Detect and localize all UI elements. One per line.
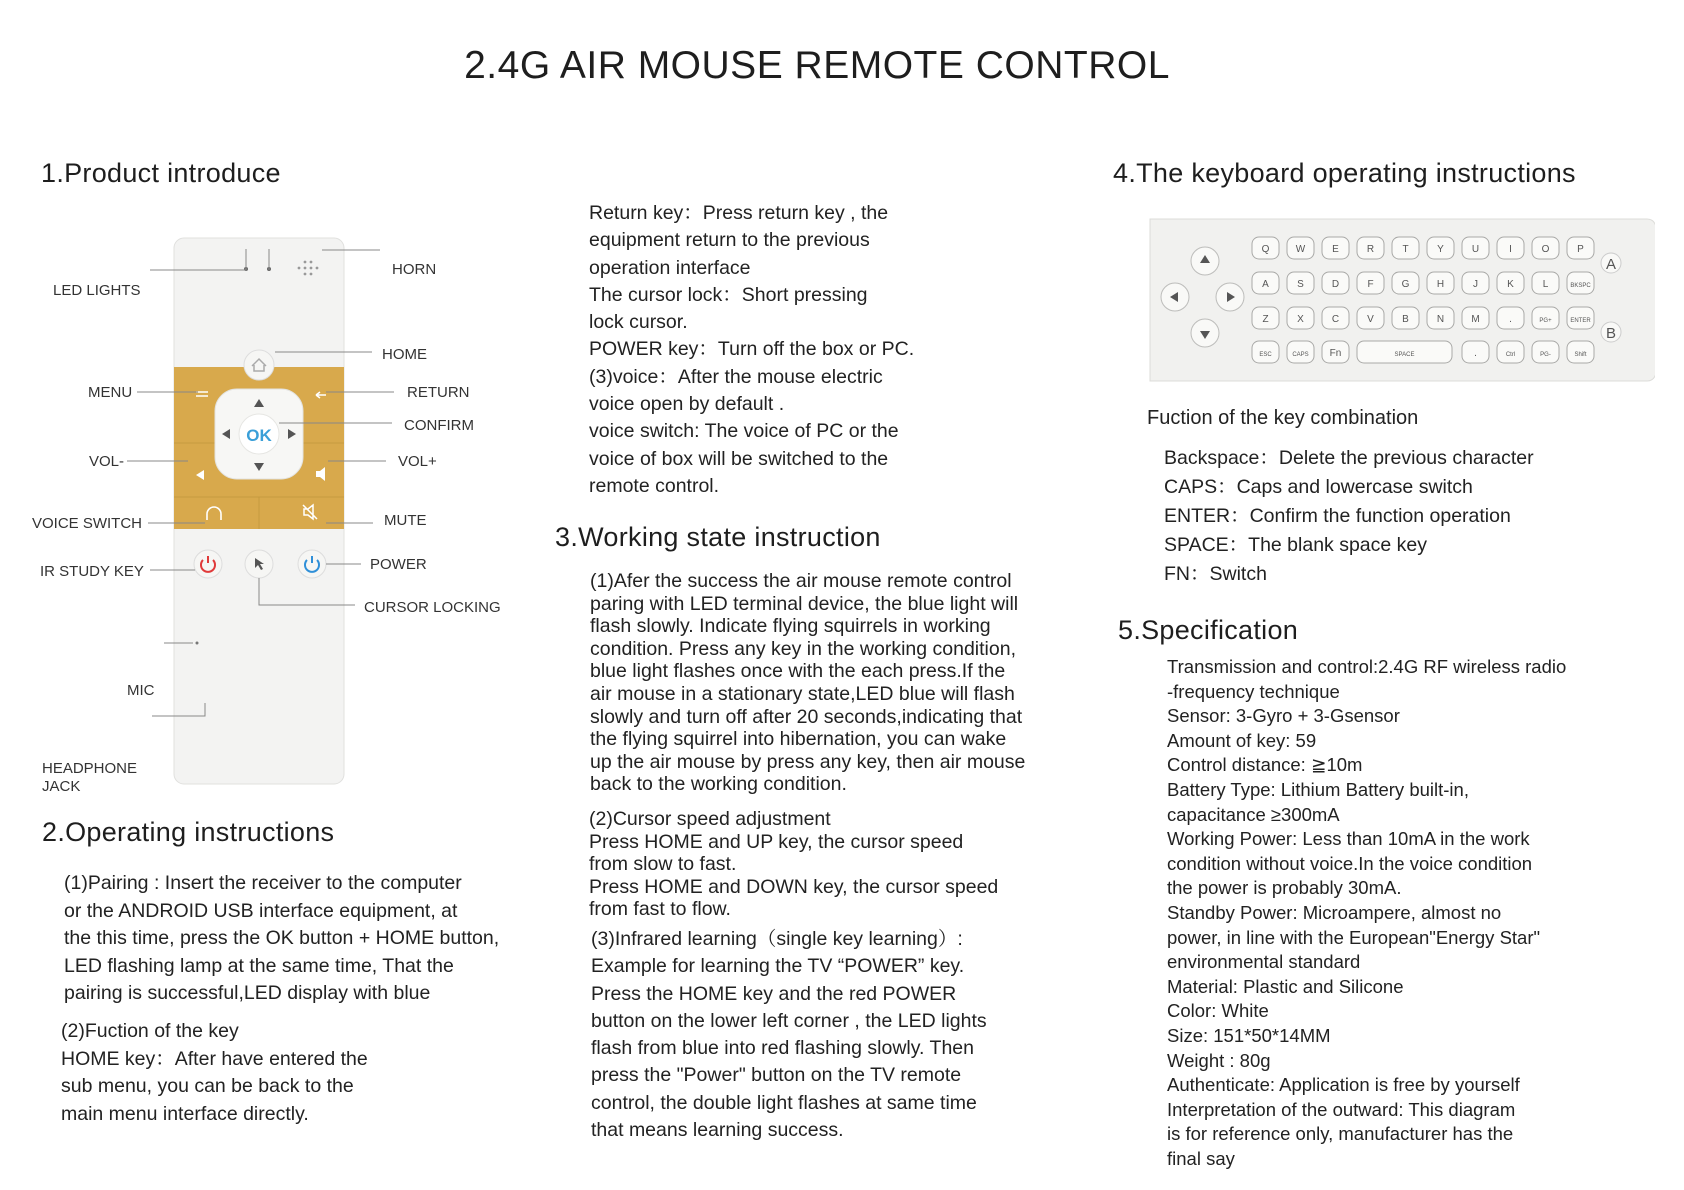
text-line: from slow to fast. — [589, 853, 737, 876]
keyboard-key-label: . — [1509, 314, 1512, 325]
keyboard-key-label: M — [1471, 314, 1480, 325]
spec-line: power, in line with the European"Energy Star" — [1167, 926, 1541, 948]
keyboard-key-label: Shift — [1574, 352, 1587, 358]
keyboard-key-label: J — [1473, 279, 1478, 290]
text-line: paring with LED terminal device, the blue light will — [590, 592, 1019, 615]
label-confirm: CONFIRM — [404, 417, 474, 434]
keyboard-key-label: F — [1367, 279, 1374, 290]
text-line: (3)voice：After the mouse electric — [589, 365, 883, 388]
spec-heading: 5.Specification — [1118, 615, 1299, 645]
keyboard-key-label: SPACE — [1394, 352, 1415, 358]
spec-line: Transmission and control:2.4G RF wireless radio — [1167, 656, 1567, 677]
label-ir-study-key: IR STUDY KEY — [40, 563, 144, 580]
text-line: button on the lower left corner , the LED lights — [591, 1009, 987, 1032]
label-cursor-locking: CURSOR LOCKING — [364, 599, 501, 616]
label-headphone: HEADPHONE — [42, 760, 138, 777]
text-line: that means learning success. — [591, 1119, 844, 1142]
spec-line: capacitance ≥300mA — [1167, 803, 1340, 825]
keyboard-key-label: PG+ — [1539, 318, 1552, 324]
text-line: from fast to flow. — [589, 898, 731, 921]
spec-line: Size: 151*50*14MM — [1167, 1024, 1331, 1046]
spec-line: Authenticate: Application is free by yourself — [1167, 1074, 1520, 1096]
combo-item: SPACE：The blank space key — [1164, 534, 1428, 556]
side-a-label: A — [1605, 256, 1617, 273]
keyboard-key-label: K — [1507, 279, 1514, 290]
text-line: the this time, press the OK button + HOME button, — [64, 927, 500, 949]
keyboard-key-label: P — [1577, 244, 1584, 255]
pairing-paragraph — [64, 870, 499, 1008]
text-line: POWER key：Turn off the box or PC. — [589, 338, 915, 361]
combo-title: Fuction of the key combination — [1147, 407, 1419, 429]
keyboard-heading: 4.The keyboard operating instructions — [1113, 158, 1576, 188]
keyboard-key-label: U — [1471, 244, 1480, 255]
keyboard-key-label: X — [1297, 314, 1304, 325]
keyboard-key-label: ENTER — [1570, 318, 1591, 324]
text-line: (1)Afer the success the air mouse remote control — [590, 570, 1012, 592]
spec-line: condition without voice.In the voice condition — [1167, 852, 1533, 874]
text-line: blue light flashes once with the each press.If the — [590, 660, 1006, 683]
text-line: control, the double light flashes at same time — [591, 1091, 977, 1114]
label-vol-minus: VOL- — [89, 453, 125, 470]
combo-list — [1164, 444, 1534, 589]
text-line: flash slowly. Indicate flying squirrels in working — [590, 615, 991, 638]
spec-line: Working Power: Less than 10mA in the work — [1167, 828, 1530, 850]
spec-line: Color: White — [1167, 1000, 1269, 1022]
spec-line: Material: Plastic and Silicone — [1167, 975, 1404, 997]
spec-line: Sensor: 3-Gyro + 3-Gsensor — [1167, 705, 1400, 727]
label-voice-switch: VOICE SWITCH — [32, 515, 143, 532]
label-home: HOME — [382, 346, 427, 363]
text-line: slowly and turn off after 20 seconds,indicating that — [590, 705, 1023, 728]
keyboard-key-label: W — [1295, 244, 1306, 255]
spec-list — [1167, 655, 1566, 1171]
text-line: flash from blue into red flashing slowly. Then — [591, 1037, 974, 1060]
spec-line: Interpretation of the outward: This diagram — [1167, 1098, 1516, 1120]
text-line: equipment return to the previous — [589, 229, 870, 252]
keyboard-key-label: R — [1366, 244, 1375, 255]
keyboard-key-label: Z — [1262, 314, 1269, 325]
keyboard-key-label: BKSPC — [1570, 283, 1591, 289]
text-line: Example for learning the TV “POWER” key. — [591, 955, 965, 978]
spec-line: Control distance: ≧10m — [1167, 754, 1363, 776]
label-mic: MIC — [127, 682, 155, 699]
text-line: Press HOME and UP key, the cursor speed — [589, 830, 964, 853]
combo-item: ENTER：Confirm the function operation — [1164, 505, 1511, 527]
combo-item: CAPS：Caps and lowercase switch — [1164, 476, 1473, 498]
text-line: (2)Fuction of the key — [61, 1020, 239, 1042]
spec-line: final say — [1167, 1147, 1235, 1169]
combo-item: Backspace：Delete the previous character — [1164, 447, 1534, 469]
keyboard-key-label: E — [1332, 244, 1339, 255]
text-line: or the ANDROID USB interface equipment, at — [64, 899, 458, 922]
text-line: remote control. — [589, 474, 720, 497]
keyboard-key-label: S — [1297, 279, 1304, 290]
working-heading: 3.Working state instruction — [555, 522, 881, 552]
spec-line: is for reference only, manufacturer has the — [1167, 1123, 1514, 1145]
text-line: press the "Power" button on the TV remote — [591, 1064, 962, 1087]
text-line: voice of box will be switched to the — [589, 447, 889, 470]
spec-line: Weight : 80g — [1167, 1049, 1271, 1071]
text-line: LED flashing lamp at the same time, That the — [64, 954, 454, 977]
spec-line: the power is probably 30mA. — [1167, 877, 1402, 899]
keyboard-key-label: T — [1402, 244, 1409, 255]
ir-study-button[interactable] — [194, 550, 222, 578]
text-line: sub menu, you can be back to the — [61, 1075, 354, 1097]
ok-label: OK — [246, 426, 272, 445]
keyboard-key-label: . — [1474, 348, 1477, 359]
keyboard-key-label: L — [1542, 279, 1549, 290]
spec-line: Standby Power: Microampere, almost no — [1167, 901, 1502, 923]
label-led-lights: LED LIGHTS — [53, 282, 141, 299]
keys-continued — [589, 200, 914, 500]
label-mute: MUTE — [384, 512, 427, 529]
keyboard-key-label: V — [1367, 314, 1374, 325]
home-button[interactable] — [244, 350, 274, 380]
text-line: Return key：Press return key , the — [589, 202, 889, 224]
keyboard-key-label: Fn — [1329, 348, 1342, 359]
label-return: RETURN — [407, 384, 470, 401]
product-heading: 1.Product introduce — [41, 158, 281, 188]
text-line: back to the working condition. — [590, 773, 847, 796]
keyboard-key-label: B — [1402, 314, 1409, 325]
text-line: HOME key：After have entered the — [61, 1047, 368, 1070]
keyboard-key-label: Q — [1261, 244, 1270, 255]
label-horn: HORN — [392, 261, 437, 278]
text-line: operation interface — [589, 256, 751, 279]
text-line: voice switch: The voice of PC or the — [589, 420, 899, 443]
keyboard-key-label: O — [1541, 244, 1550, 255]
text-line: Press HOME and DOWN key, the cursor speed — [589, 875, 999, 898]
text-line: voice open by default . — [589, 393, 785, 416]
keyboard-key-label: D — [1331, 279, 1340, 290]
label-power: POWER — [370, 556, 427, 573]
text-line: the flying squirrel into hibernation, you can wake — [590, 728, 1007, 751]
keyboard-key-label: N — [1436, 314, 1445, 325]
power-button[interactable] — [298, 550, 326, 578]
keyboard-key-label: G — [1401, 279, 1410, 290]
spec-line: environmental standard — [1167, 951, 1361, 973]
spec-line: Amount of key: 59 — [1167, 729, 1317, 751]
label-jack: JACK — [42, 778, 81, 795]
text-line: pairing is successful,LED display with blue — [64, 982, 431, 1004]
text-line: (3)Infrared learning（single key learning）: — [591, 928, 963, 950]
cursor-speed-paragraph — [589, 808, 998, 921]
keyboard-key-label: CAPS — [1292, 352, 1309, 358]
keyboard-key-label: C — [1331, 314, 1340, 325]
text-line: The cursor lock：Short pressing — [589, 283, 868, 306]
text-line: main menu interface directly. — [61, 1102, 309, 1125]
keyboard-key-label: H — [1436, 279, 1445, 290]
label-vol-plus: VOL+ — [398, 453, 437, 470]
page-title: 2.4G AIR MOUSE REMOTE CONTROL — [464, 44, 1170, 87]
infrared-paragraph — [591, 926, 987, 1144]
combo-item: FN：Switch — [1164, 563, 1267, 585]
keyboard-key-label: A — [1262, 279, 1269, 290]
keyboard-key-label: PG- — [1540, 352, 1551, 358]
keyboard-key-label: ESC — [1259, 352, 1272, 358]
text-line: air mouse in a stationary state,LED blue will flash — [590, 682, 1015, 705]
spec-line: Battery Type: Lithium Battery built-in, — [1167, 778, 1469, 800]
keyboard-key-label: Ctrl — [1505, 352, 1516, 358]
spec-line: -frequency technique — [1167, 680, 1340, 702]
operating-heading: 2.Operating instructions — [42, 817, 335, 847]
key-function-paragraph — [61, 1018, 368, 1128]
text-line: up the air mouse by press any key, then air mouse — [590, 750, 1026, 773]
working-paragraph — [590, 570, 1025, 796]
text-line: Press the HOME key and the red POWER — [591, 982, 957, 1005]
text-line: lock cursor. — [589, 311, 688, 334]
keyboard-key-label: I — [1509, 244, 1512, 255]
mic-hole — [196, 642, 199, 645]
text-line: (2)Cursor speed adjustment — [589, 808, 831, 830]
keyboard-diagram — [1145, 215, 1655, 390]
text-line: (1)Pairing : Insert the receiver to the computer — [64, 872, 462, 894]
label-menu: MENU — [88, 384, 133, 401]
side-b-label: B — [1605, 325, 1617, 342]
keyboard-key-label: Y — [1437, 244, 1444, 255]
text-line: condition. Press any key in the working condition, — [590, 637, 1016, 660]
